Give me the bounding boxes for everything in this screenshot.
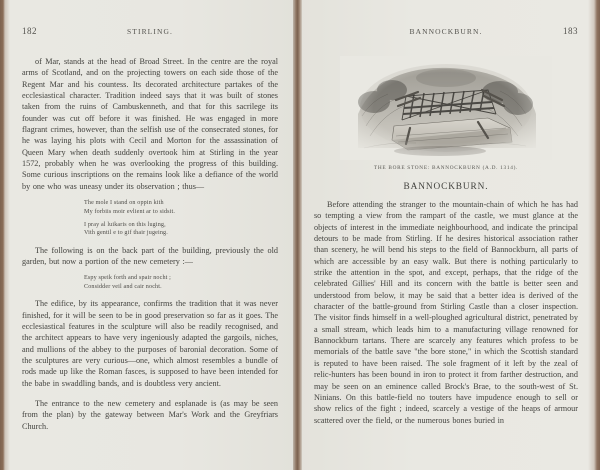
running-head-left: STIRLING.: [127, 27, 173, 36]
page-left-header: [22, 26, 278, 44]
book-gutter: [293, 0, 302, 470]
verse-line: Vith gentil e to gif thair jugeing.: [84, 230, 168, 237]
inscription-verse-first: [22, 199, 278, 238]
page-right-header: [314, 26, 578, 44]
verse-line: Espy speik forth and spair nocht ;: [84, 275, 172, 282]
figure-bore-stone: [340, 56, 552, 171]
figure-caption: THE BORE STONE: BANNOCKBURN (A.D. 1314).: [373, 165, 519, 171]
page-left: [0, 0, 296, 470]
verse-line: Considder veil and cair nocht.: [84, 283, 162, 290]
inscription-verse-second: [22, 274, 278, 291]
verse-stanza: [84, 199, 278, 216]
verse-stanza: [84, 274, 278, 291]
page-number-left: 182: [22, 26, 37, 36]
running-head-right: BANNOCKBURN.: [409, 27, 483, 36]
verse-line: I pray al luikaris on this luging,: [84, 221, 166, 228]
paragraph: The edifice, by its appearance, confirms the tradition that it was never finished, for it will be seen to be in good preservation so far as it goes. The ecclesiastical features in the sculpture will also be readily recognised, and the architect appears to have very ingeniously adapted the gargoils, niches, and mullions of the abbey to the purposes of baronial decoration. Some of the sculptures are very curious—one, which almost resembles a bundle of rods made up like the Roman fasces, is supposed to have been intended for the babe in swaddling bands, and is doubtless very ancient.: [22, 299, 278, 388]
paragraph: The following is on the back part of the building, previously the old garden, but now a portion of the new cemetery :—: [22, 245, 278, 267]
paragraph: Before attending the stranger to the mountain-chain of which he has had so tempting a view from the rampart of the castle, we must glance at the objects of interest in the immediate neighbourhood, and indicate the principal detours to be made from Stirling. If he desires historical association rather than scenery, he will bend his steps to the field of Bannockburn, all parts of which are accessible by an easy walk. But there is nothing particularly to strike the attention in the spot, and except, perhaps, that the ridge of the celebrated Gillies' Hill and its concern with the battle is better seen and understood from below, it may be said that a better idea is derived of the character of the battle-ground from Stirling Castle than a closer inspection. The visitor finds himself in a well-ploughed agricultural district, penetrated by a small stream, which leads him to a manufacturing village renowned for Bannockburn tartans. There are scarcely any features which profess to be memorials of the battle save "the bore stone," in which the Scottish standard is reputed to have been raised. The sole fragment of it left by the zeal of relic-hunters has been bound in iron to protect it from farther destruction, and may be seen on an eminence called Brock's Brae, to the south-west of St. Ninians. On this battle-field no touters have impudence enough to sell or show relics of the fight ; indeed, scarcely a vestige of the heaps of armour scattered over the field, or the numerous bones buried in: [314, 200, 578, 425]
page-right: [296, 0, 600, 470]
paragraph: The entrance to the new cemetery and esplanade is (as may be seen from the plan) by the gateway between Mar's Work and the Greyfriars Church.: [22, 399, 278, 431]
bore-stone-engraving: [340, 56, 552, 160]
verse-stanza: [84, 221, 278, 238]
page-number-right: 183: [563, 26, 578, 36]
section-title: BANNOCKBURN.: [403, 182, 489, 192]
engraving-artwork: [340, 56, 552, 160]
verse-line: The mole I stand on oppin kith: [84, 200, 164, 207]
verse-line: My forbiis moir evlient ar to sidsit.: [84, 208, 176, 215]
paragraph: of Mar, stands at the head of Broad Street. In the centre are the royal arms of Scotland, and on the projecting towers on each side those of the Regent Mar and his countess. Its decorated architecture partakes of the ecclesiastical character. Tradition indeed says that it was built of stones taken from the ruins of Cambuskenneth, and that for this sacrilege its founder was cut off before it was finished. He was engaged in more flagrant crimes, however, than the selfish use of the consecrated stones, for he was laying his plots with Cecil and Morton for the assassination of Queen Mary when death suddenly overtook him at Stirling in the year 1572, probably when he was overlooking the progress of this building. Some curious inscriptions on the remains look like a defiance of the world by one who was uneasy under its observation ; thus—: [22, 57, 278, 191]
